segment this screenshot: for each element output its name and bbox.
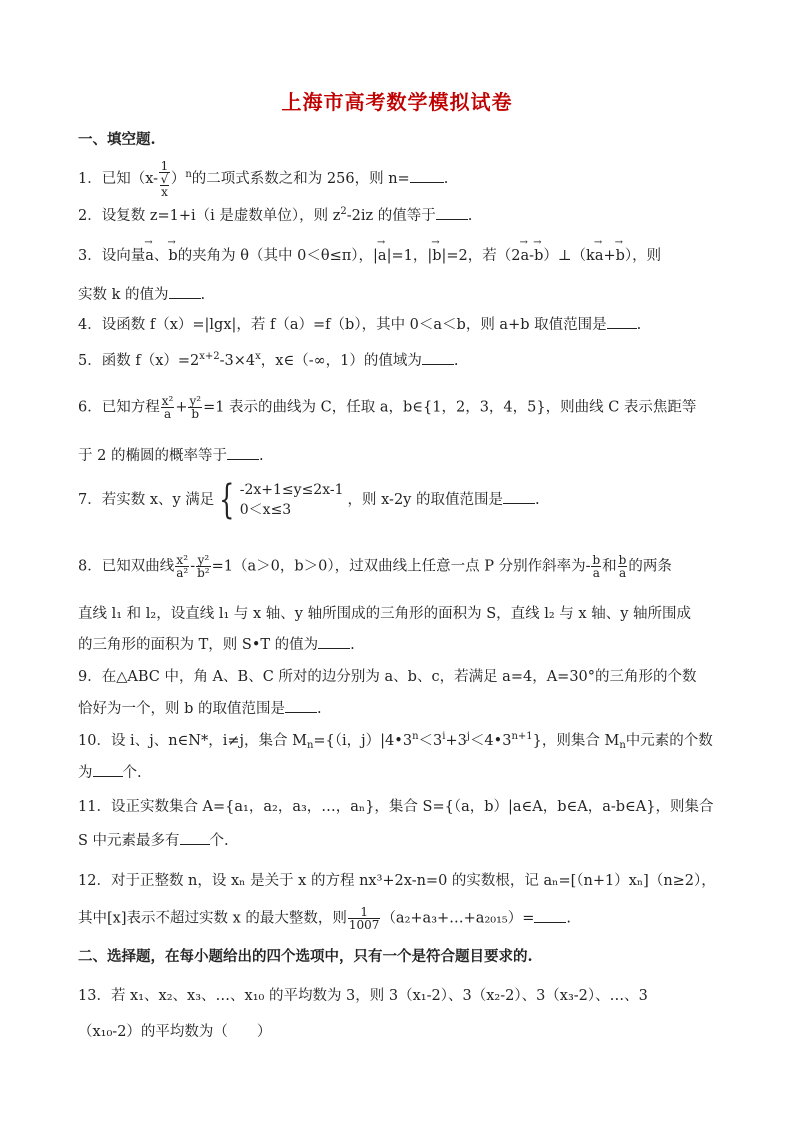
question-4: 4．设函数 f（x）=|lgx|，若 f（a）=f（b），其中 0＜a＜b，则 a+b 取值范围是 . <box>78 313 641 334</box>
answer-blank[interactable] <box>227 446 259 460</box>
question-9-cont: 恰好为一个，则 b 的取值范围是 . <box>78 697 322 718</box>
question-8-cont2: 的三角形的面积为 T，则 S•T 的值为 . <box>78 633 355 654</box>
question-10-cont: 为 个. <box>78 761 142 782</box>
answer-blank[interactable] <box>180 831 210 845</box>
answer-blank[interactable] <box>607 315 637 329</box>
question-8: 8．已知双曲线 $\frac{\text{x²}}{\text{a²}}$ - $\frac{\text{y²}}{\text{b²}}$ =1（a＞0，b＞0），过双曲线上任意一点 P 分别作斜率为- $\frac{b}{a}$ 和 $\frac{b}{a}$ 的两条 <box>78 553 672 580</box>
answer-blank[interactable] <box>285 699 317 713</box>
question-6: 6．已知方程 $\frac{\text{x²}}{a}$ + $\frac{\text{y²}}{b}$ =1 表示的曲线为 C，任取 a，b∈{1，2，3，4，5}，则曲线 C 表示焦距等 <box>78 394 697 421</box>
question-12-cont: 其中[x]表示不超过实数 x 的最大整数，则 $\frac{1}{1007}$ （a₂+a₃+…+a₂₀₁₅）= . <box>78 905 571 932</box>
answer-blank[interactable] <box>318 635 350 649</box>
question-11-cont: S 中元素最多有 个. <box>78 829 229 850</box>
question-13: 13．若 x₁、x₂、x₃、…、x₁₀ 的平均数为 3，则 3（x₁-2）、3（x₂-2）、3（x₃-2）、…、3 <box>78 988 648 1004</box>
fraction: 1 √ x <box>160 159 169 199</box>
page-title: 上海市高考数学模拟试卷 <box>281 90 513 114</box>
question-12: 12．对于正整数 n，设 xₙ 是关于 x 的方程 nx³+2x-n=0 的实数根，记 aₙ=[（n+1）xₙ]（n≥2）， <box>78 873 716 889</box>
answer-blank[interactable] <box>422 351 454 365</box>
question-2: 2．设复数 z=1+i（i 是虚数单位），则 $z^2-2iz$ 的值等于 . <box>78 206 473 224</box>
inequality-system: -2x+1≤y≤2x-1 0＜x≤3 <box>239 482 344 518</box>
answer-blank[interactable] <box>436 206 468 220</box>
question-3-cont: 实数 k 的值为 . <box>78 283 205 304</box>
answer-blank[interactable] <box>169 285 201 299</box>
answer-blank[interactable] <box>93 763 123 777</box>
answer-blank[interactable] <box>503 490 535 504</box>
question-13-cont: （x₁₀-2）的平均数为（ ） <box>78 1024 272 1040</box>
section-fill-in: 一、填空题. <box>78 131 156 148</box>
question-8-cont: 直线 l₁ 和 l₂，设直线 l₁ 与 x 轴、y 轴所围成的三角形的面积为 S，直线 l₂ 与 x 轴、y 轴所围成 <box>78 606 691 622</box>
question-3: 3．设向量→ a、→ b的夹角为 θ（其中 0＜θ≤π），|→ a|=1，|→ b|=2，若（2→ a-→ b）⊥（k→ a+→ b），则 <box>78 244 661 265</box>
question-6-cont: 于 2 的椭圆的概率等于 . <box>78 444 264 465</box>
question-11: 11．设正实数集合 A={a₁，a₂，a₃，…，aₙ}，集合 S={（a，b）|a∈A，b∈A，a-b∈A}，则集合 <box>78 799 714 815</box>
question-10: 10．设 i、j、n∈N*，i≠j，集合 $M_n=\{(i$，$j)|4•3^n<3^i+3^j<4•3^{n+1}$}，则集合 $M_n$中元素的个数 <box>78 731 713 751</box>
answer-blank[interactable] <box>410 169 444 183</box>
question-5: 5．函数 $f(x)=2^{x+2}-3\times 4^x$，x∈（-∞，1）的值域为 . <box>78 351 459 369</box>
question-7: 7．若实数 x、y 满足 { -2x+1≤y≤2x-1 0＜x≤3 ，则 x-2y 的取值范围是 . <box>78 477 540 523</box>
answer-blank[interactable] <box>534 908 566 922</box>
section-multiple-choice: 二、选择题，在每小题给出的四个选项中，只有一个是符合题目要求的. <box>78 948 533 965</box>
question-9: 9．在△ABC 中，角 A、B、C 所对的边分别为 a、b、c，若满足 a=4，A=30°的三角形的个数 <box>78 669 697 685</box>
question-1: 1．已知（x- 1 √ x ）$^n$的二项式系数之和为 256，则 n= . <box>78 159 449 199</box>
